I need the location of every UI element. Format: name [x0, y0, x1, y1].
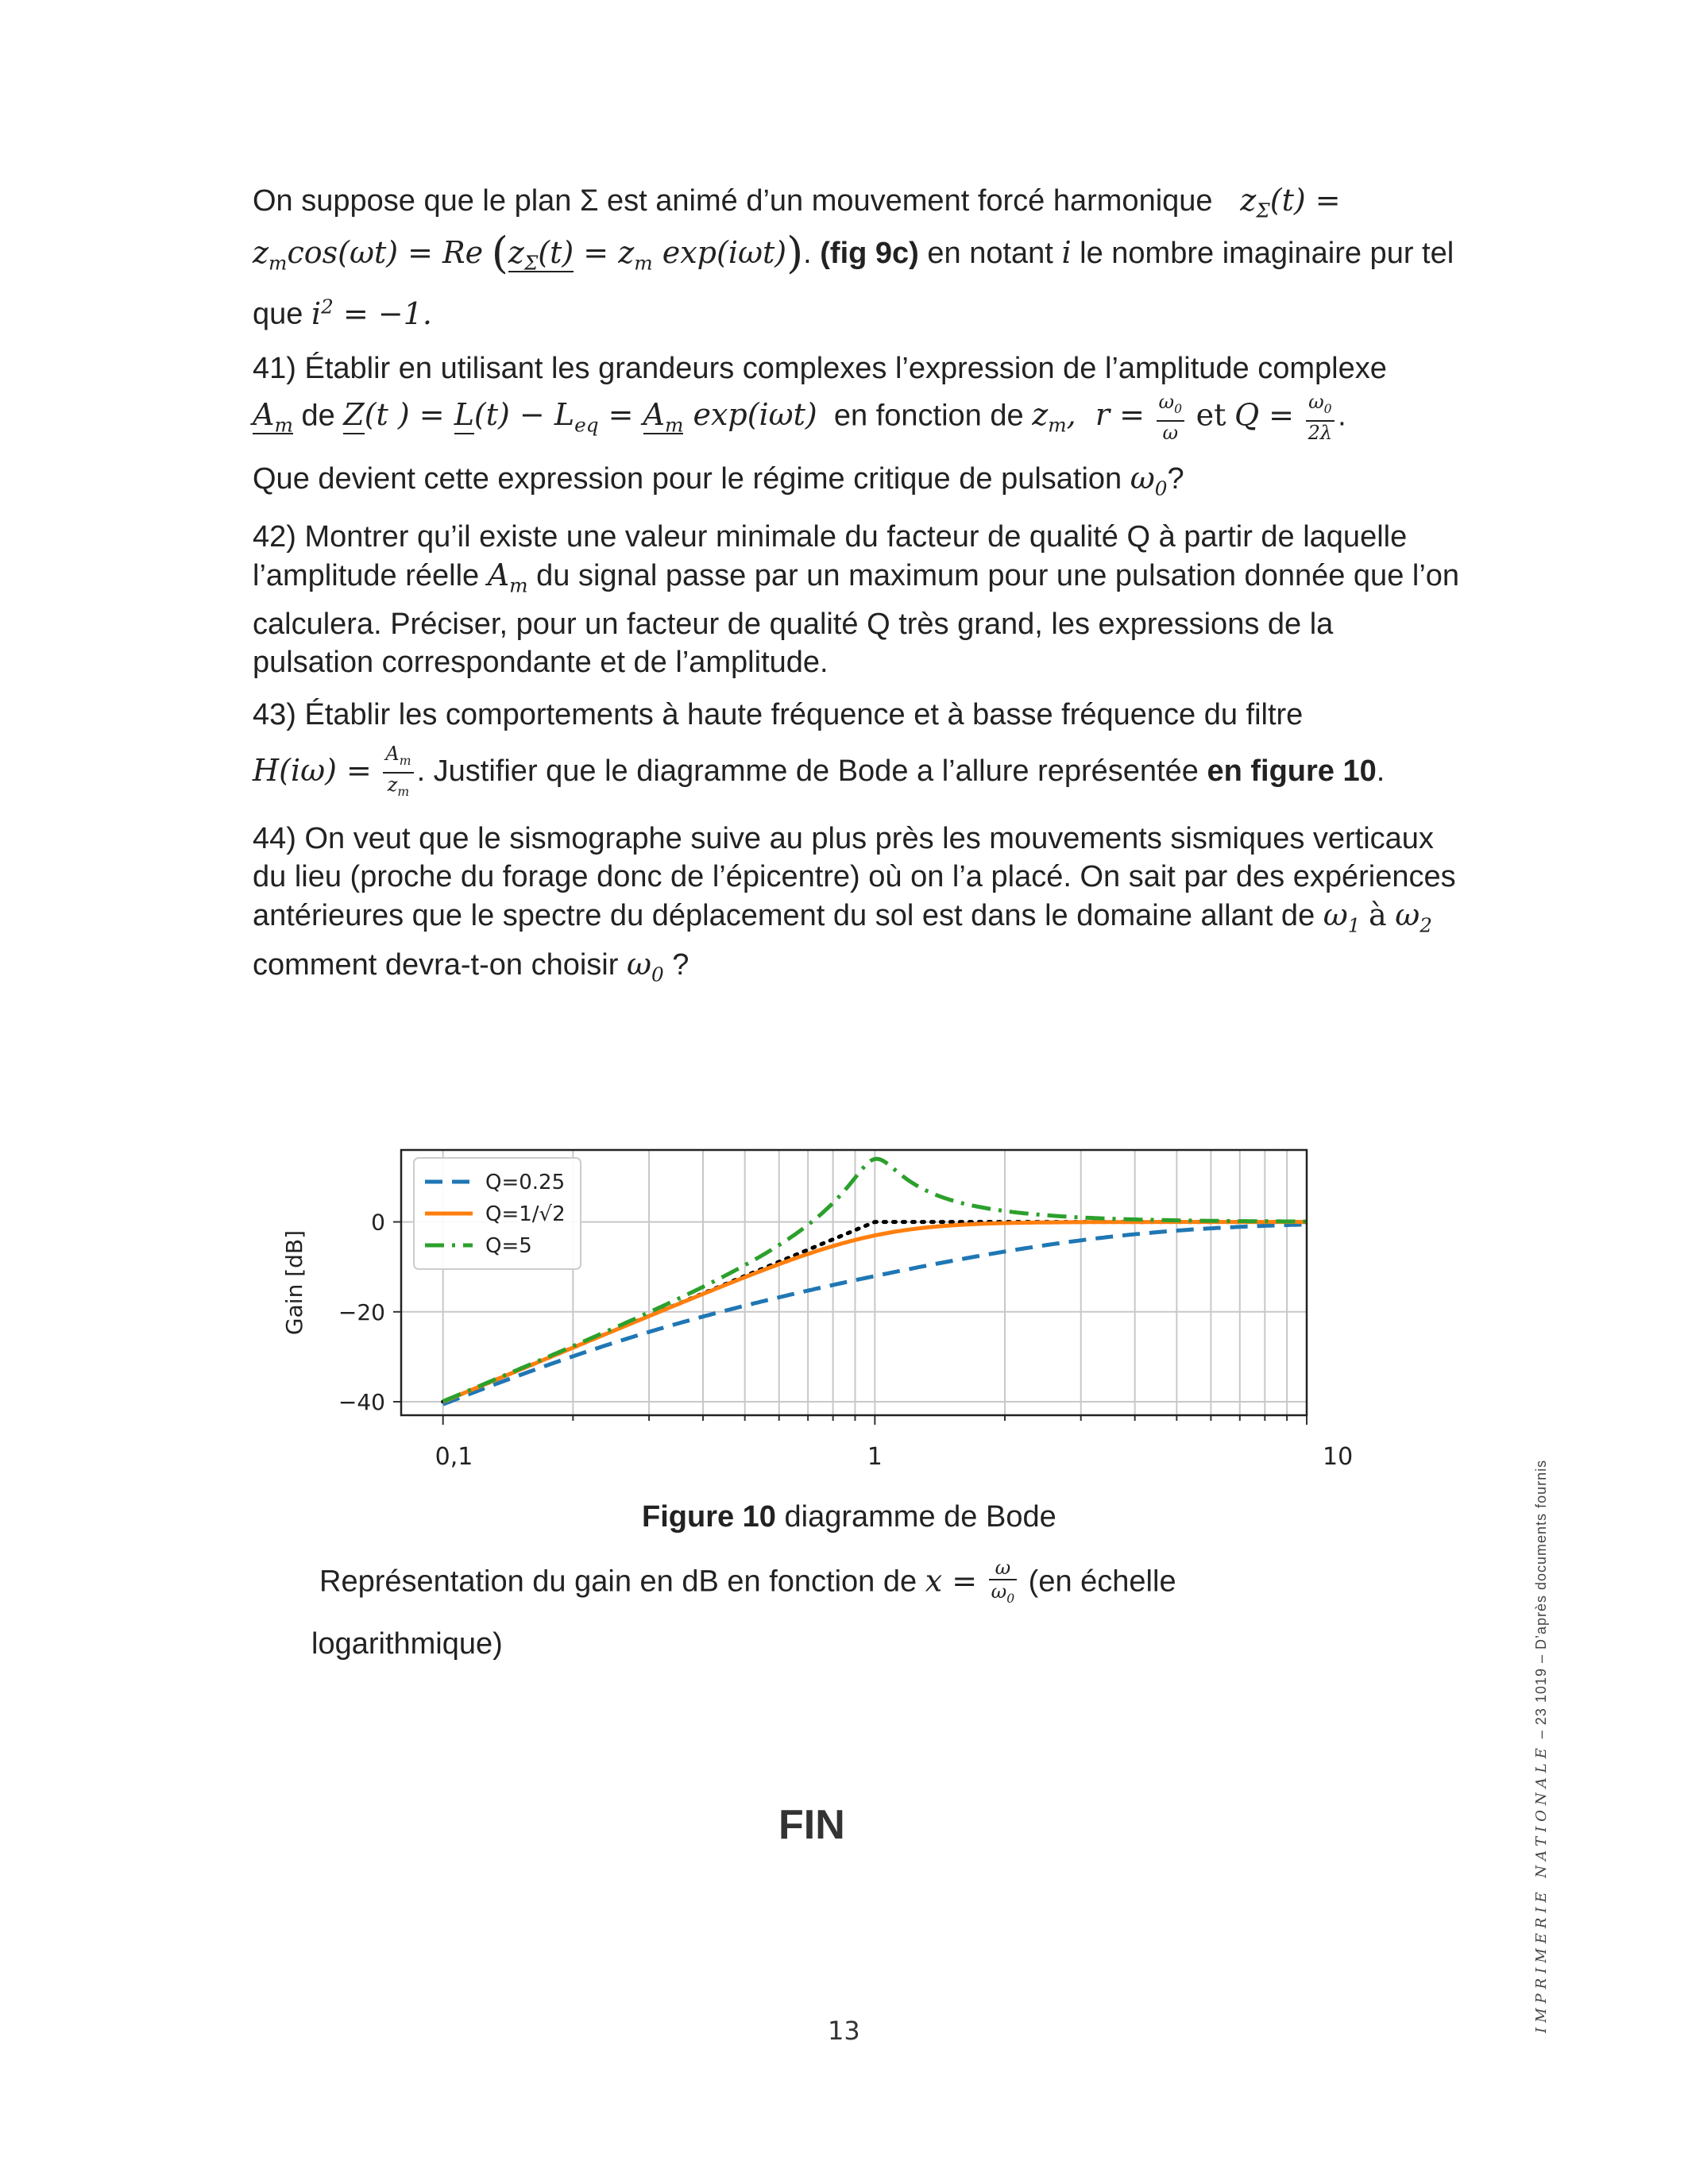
math-Q: Q = [1234, 397, 1295, 433]
math-zm: $z_m$, r = [1032, 397, 1145, 438]
intro-line-3 [253, 287, 432, 334]
y-tick-label: −40 [338, 1389, 385, 1416]
y-tick-label: −20 [338, 1298, 385, 1325]
legend-label: Q=5 [485, 1234, 532, 1258]
q41-et: et [1196, 397, 1226, 433]
q44-paragraph: 44) On veut que le sismographe suive au plus près les mouvements sismiques verticaux du lieu (proche du forage donc de l’épicentre) où on l’a placé. On sait par des expériences antérieures que le spectre du déplacement du sol est dans le domaine allant de $\omega_1$ à $\omega_2$ comment devra-t-on choisir $\omega_0$ ? [253, 822, 1456, 986]
math-Am-real: $A_m$ [487, 558, 528, 597]
end-marker: FIN [778, 1802, 845, 1848]
q43-line-2: H(iω) = $\frac{A_m}{z_m}$ . Justifier que le diagramme de Bode a l’allure représentée en figure 10. [253, 743, 1385, 803]
q41-line-2: $A_m$ de Z(t ) = $L(t) - L_{eq} = A_m$ exp(iωt) en fonction de $z_m$, r = $\frac{\omega_0}{\omega}$ et Q = $\frac{\omega_0}{2\lambda}$ . [253, 391, 1346, 444]
math-z-sigma-complex: $z_\Sigma(t)$ [508, 235, 574, 275]
math-omega1: $\omega_1$ [1323, 897, 1361, 937]
imprint-sidebar: IMPRIMERIE NATIONALE – 23 1019 – D’après documents fournis [1533, 1459, 1550, 2033]
fig-ref: (fig 9c) [820, 237, 919, 270]
intro-line-2: $z_m\cos(\omega t) = Re$ ($z_\Sigma(t) = z_m$ exp(iωt)). (fig 9c) en notant i le nombre imaginaire pur tel [253, 228, 1454, 278]
q41-de: de [301, 399, 335, 433]
math-H: H(iω) = [253, 752, 372, 788]
x-tick-label: 10 [1323, 1443, 1354, 1471]
intro-text: On suppose que le plan Σ est animé d’un mouvement forcé harmonique [253, 184, 1213, 218]
intro-text-3: en notant [927, 237, 1053, 270]
frac-Q: $\frac{\omega_0}{2\lambda}$ [1306, 391, 1335, 444]
math-Z-def: Z(t ) = $L(t) - L_{eq} = A_m$ exp(iωt) [343, 397, 817, 438]
math-omega0-choice: $\omega_0$ [626, 946, 664, 986]
q41-critical-text: Que devient cette expression pour le régime critique de pulsation [253, 462, 1122, 496]
math-x: x = [925, 1563, 978, 1599]
bode-chart [270, 1096, 1354, 1509]
y-tick-label: 0 [371, 1209, 385, 1236]
intro-text-5: que [253, 297, 303, 331]
q41-fonction: en fonction de [833, 399, 1024, 433]
figure-caption: Figure 10 diagramme de Bode [642, 1500, 1056, 1534]
math-omega2: $\omega_2$ [1395, 897, 1432, 937]
math-Am: $A_m$ [253, 397, 293, 438]
figure-description-line-1: Représentation du gain en dB en fonction de x = $\frac{\omega}{\omega_0}$ (en échelle [319, 1557, 1176, 1610]
page-number: 13 [828, 2016, 860, 2046]
math-paren-open: ( [491, 228, 508, 278]
math-i: i [1061, 235, 1072, 270]
frac-r: $\frac{\omega_0}{\omega}$ [1157, 391, 1185, 444]
intro-text-4: le nombre imaginaire pur tel [1080, 237, 1454, 270]
q43-text: . Justifier que le diagramme de Bode a l’allure représentée [416, 754, 1199, 788]
math-paren-close: ) [786, 228, 804, 278]
figure-description-line-2: logarithmique) [311, 1627, 503, 1661]
math-zm-cos: $z_m\cos(\omega t) = Re$ [253, 235, 484, 275]
q41-line-3: Que devient cette expression pour le régime critique de pulsation $\omega_0$? [253, 461, 1184, 500]
x-tick-label: 0,1 [435, 1443, 473, 1471]
intro-line-1 [253, 181, 1341, 230]
fig10-ref: en figure 10 [1207, 754, 1377, 788]
frac-x: $\frac{\omega}{\omega_0}$ [989, 1557, 1018, 1610]
q42-paragraph: 42) Montrer qu’il existe une valeur minimale du facteur de qualité Q à partir de laquelle l’amplitude réelle $A_m$ du signal passe par un maximum pour une pulsation donnée que l’on calculera. Préciser, pour un facteur de qualité Q très grand, les expressions de la pulsation correspondante et de l’amplitude. [253, 520, 1460, 679]
bode-chart-svg [270, 1096, 1354, 1509]
q43-line-1: 43) Établir les comportements à haute fréquence et à basse fréquence du filtre [253, 698, 1304, 731]
x-tick-label: 1 [867, 1443, 883, 1471]
legend-label: Q=1/√2 [485, 1202, 566, 1226]
math-i-squared: $i^2 = -1$. [311, 295, 432, 331]
q41-line-1: 41) Établir en utilisant les grandeurs complexes l’expression de l’amplitude complexe [253, 352, 1387, 385]
math-exp: = $z_m$ exp(iωt) [574, 235, 787, 275]
legend-label: Q=0.25 [485, 1171, 566, 1194]
y-axis-label: Gain [dB] [281, 1229, 307, 1336]
math-z-sigma: $z_\Sigma(t)$ = [1221, 183, 1341, 222]
math-omega0: $\omega_0$ [1130, 461, 1168, 500]
frac-H: $\frac{A_m}{z_m}$ [383, 743, 413, 803]
